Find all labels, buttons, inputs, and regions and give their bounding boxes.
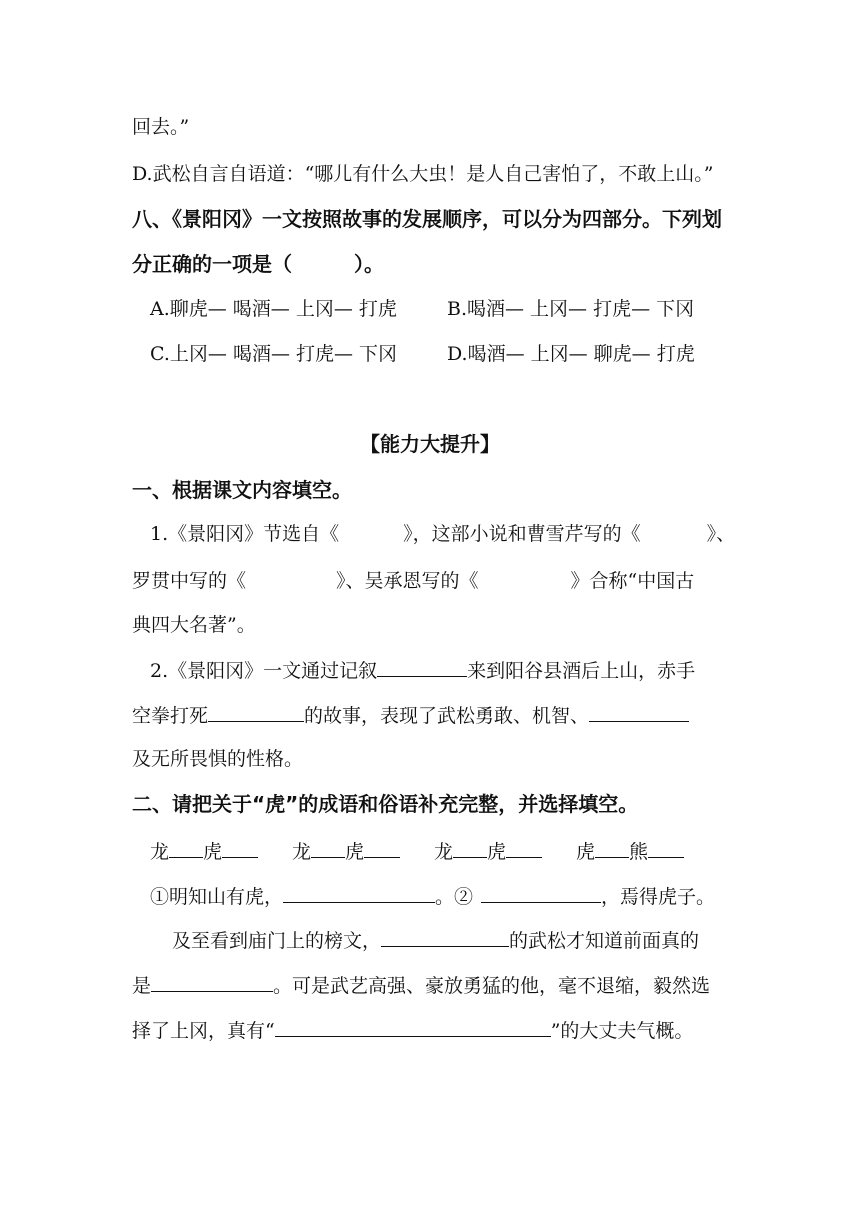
idiom-1 <box>150 837 258 866</box>
para-text: 择了上冈，真有“ <box>132 1020 275 1042</box>
fill-item-2-cont <box>132 701 689 730</box>
item-text: 》、吴承恩写的《 <box>336 570 479 592</box>
proverb-text: ①明知山有虎， <box>150 886 284 908</box>
section-1-heading: 一、根据课文内容填空。 <box>132 478 352 502</box>
blank-line[interactable] <box>648 837 684 858</box>
item-text: 来到阳谷县酒后上山，赤手 <box>467 660 696 682</box>
idiom-char: 龙 <box>150 841 170 863</box>
question-8-stem-cont <box>132 250 384 278</box>
para-text: 及至看到庙门上的榜文， <box>172 930 382 952</box>
fill-item-1 <box>150 520 735 548</box>
blank-line[interactable] <box>222 837 258 858</box>
idiom-char: 虎 <box>576 841 596 863</box>
option-c: C.上冈— 喝酒— 打虎— 下冈 <box>150 343 398 365</box>
blank-line[interactable] <box>595 837 629 858</box>
item-text: 的故事，表现了武松勇敢、机智、 <box>304 705 590 727</box>
item-text: 罗贯中写的《 <box>132 570 247 592</box>
blank-line[interactable] <box>275 1016 551 1037</box>
option-d: D.喝酒— 上冈— 聊虎— 打虎 <box>447 343 695 365</box>
blank-line[interactable] <box>381 926 509 947</box>
blank-line[interactable] <box>283 882 435 903</box>
blank-line[interactable] <box>311 837 345 858</box>
idiom-char: 虎 <box>203 841 223 863</box>
item-text: 空拳打死 <box>132 705 209 727</box>
fill-item-2 <box>150 656 695 685</box>
option-b: B.喝酒— 上冈— 打虎— 下冈 <box>447 298 695 320</box>
item-text: 2.《景阳冈》一文通过记叙 <box>150 660 378 682</box>
fill-item-1-cont <box>132 567 694 595</box>
paragraph-line-1 <box>172 926 699 955</box>
blank-line[interactable] <box>377 656 467 677</box>
item-text: 》合称“中国古 <box>570 570 695 592</box>
idiom-2 <box>292 837 400 866</box>
stem-text: 分正确的一项是（ <box>132 252 292 276</box>
paragraph-line-2 <box>132 971 710 1000</box>
stem-text: ）。 <box>354 252 384 276</box>
idiom-3 <box>434 837 542 866</box>
paragraph-line-3 <box>132 1016 693 1045</box>
proverb-text: ，焉得虎子。 <box>601 886 716 908</box>
blank-line[interactable] <box>364 837 400 858</box>
idiom-4 <box>576 837 684 866</box>
para-text: 是 <box>132 975 152 997</box>
proverb-text: 。② <box>435 886 474 908</box>
fill-item-1-end: 典四大名著”。 <box>132 614 256 636</box>
idiom-char: 虎 <box>487 841 507 863</box>
blank-line[interactable] <box>169 837 203 858</box>
option-d-previous: D.武松自言自语道：“哪儿有什么大虫！是人自己害怕了，不敢上山。” <box>132 163 714 185</box>
item-text: 》，这部小说和曹雪芹写的《 <box>403 523 641 545</box>
blank-line[interactable] <box>208 701 304 722</box>
blank-line[interactable] <box>589 701 689 722</box>
idiom-char: 龙 <box>292 841 312 863</box>
blank-line[interactable] <box>453 837 487 858</box>
section-2-heading: 二、请把关于“虎”的成语和俗语补充完整，并选择填空。 <box>132 792 639 816</box>
proverb-line <box>150 882 715 911</box>
blank-line[interactable] <box>151 971 273 992</box>
option-a: A.聊虎— 喝酒— 上冈— 打虎 <box>150 298 397 320</box>
question-8-stem: 八、《景阳冈》一文按照故事的发展顺序，可以分为四部分。下列划 <box>132 207 722 231</box>
idiom-char: 熊 <box>629 841 649 863</box>
blank-line[interactable] <box>506 837 542 858</box>
blank-line[interactable] <box>481 882 601 903</box>
idiom-char: 虎 <box>345 841 365 863</box>
para-text: ”的大丈夫气概。 <box>550 1020 694 1042</box>
para-text: 。可是武艺高强、豪放勇猛的他，毫不退缩，毅然选 <box>273 975 711 997</box>
idiom-char: 龙 <box>434 841 454 863</box>
item-text: 1.《景阳冈》节选自《 <box>150 523 340 545</box>
text-line: 回去。” <box>132 116 190 138</box>
section-title: 【能力大提升】 <box>360 432 500 456</box>
para-text: 的武松才知道前面真的 <box>509 930 700 952</box>
item-text: 》、 <box>706 523 736 545</box>
fill-item-2-end: 及无所畏惧的性格。 <box>132 748 304 770</box>
